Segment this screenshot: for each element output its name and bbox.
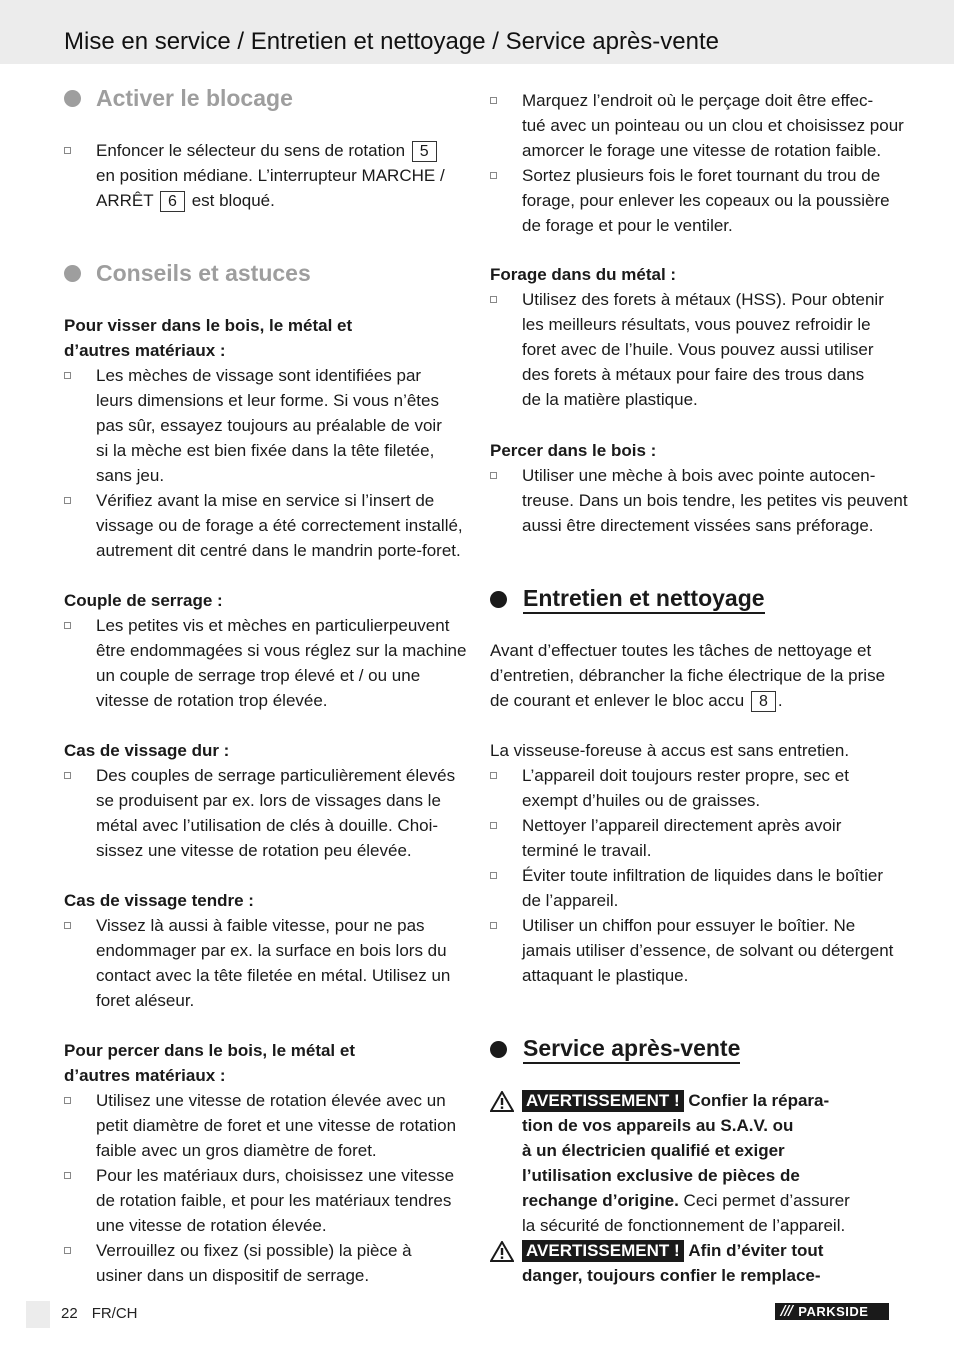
item-text: Enfoncer le sélecteur du sens de rotation	[96, 141, 406, 160]
checkbox-bullet-icon	[490, 172, 497, 179]
subheading-bois: Percer dans le bois :	[490, 441, 657, 460]
subheading-tendre: Cas de vissage tendre :	[64, 891, 254, 910]
paragraph-line: Avant d’effectuer toutes les tâches de nettoyage et	[490, 641, 872, 660]
item-line: les meilleurs résultats, vous pouvez refroidir le	[522, 315, 871, 334]
item-line: petit diamètre de foret et une vitesse de rotation	[96, 1116, 457, 1135]
item-line: endommager par ex. la surface en bois lors du	[96, 941, 447, 960]
heading-conseils-astuces	[64, 260, 311, 287]
checkbox-bullet-icon	[64, 1172, 71, 1179]
item-line: Nettoyer l’appareil directement après avoir	[522, 816, 842, 835]
checkbox-bullet-icon	[490, 472, 497, 479]
item-line: Utilisez des forets à métaux (HSS). Pour obtenir	[522, 290, 884, 309]
warning-text: Confier la répara-	[688, 1091, 830, 1110]
item-line: de l’appareil.	[522, 891, 619, 910]
item-line: treuse. Dans un bois tendre, les petites vis peuvent	[522, 491, 908, 510]
item-line: usiner dans un dispositif de serrage.	[96, 1266, 370, 1285]
item-line: Vérifiez avant la mise en service si l’insert de	[96, 491, 435, 510]
heading-entretien-nettoyage	[490, 585, 765, 614]
item-line: vitesse de rotation trop élevée.	[96, 691, 328, 710]
item-line: foret aléseur.	[96, 991, 195, 1010]
subheading-couple: Couple de serrage :	[64, 591, 223, 610]
heading-text: Conseils et astuces	[96, 260, 311, 286]
item-line: Des couples de serrage particulièrement élevés	[96, 766, 456, 785]
item-line: terminé le travail.	[522, 841, 652, 860]
item-line: Verrouillez ou fixez (si possible) la pièce à	[96, 1241, 412, 1260]
item-line: une vitesse de rotation élevée.	[96, 1216, 327, 1235]
item-line: des forets à métaux pour faire des trous dans	[522, 365, 865, 384]
parkside-logo	[775, 1303, 889, 1320]
checkbox-bullet-icon	[64, 922, 71, 929]
checkbox-bullet-icon	[64, 1097, 71, 1104]
item-line: autrement dit centré dans le mandrin porte-foret.	[96, 541, 461, 560]
footer-page-info	[61, 1305, 152, 1322]
warning-text: la sécurité de fonctionnement de l’appareil.	[522, 1216, 846, 1235]
subheading-metal: Forage dans du métal :	[490, 265, 677, 284]
item-line: vissage ou de forage a été correctement installé,	[96, 516, 463, 535]
subheading-line: d’autres matériaux :	[64, 1066, 226, 1085]
subheading-percer	[64, 1038, 464, 1088]
heading-text: Activer le blocage	[96, 85, 293, 111]
item-line: si la mèche est bien fixée dans la tête filetée,	[96, 441, 435, 460]
paragraph-sans-entretien: La visseuse-foreuse à accus est sans entretien.	[490, 741, 850, 760]
item-line: Utiliser une mèche à bois avec pointe autocen-	[522, 466, 876, 485]
item-line: se produisent par ex. lors de vissages dans le	[96, 791, 441, 810]
subheading-line: d’autres matériaux :	[64, 341, 226, 360]
item-line: amorcer le forage une vitesse de rotation faible.	[522, 141, 882, 160]
checkbox-bullet-icon	[490, 296, 497, 303]
checkbox-bullet-icon	[64, 497, 71, 504]
checkbox-bullet-icon	[64, 372, 71, 379]
item-line: sans jeu.	[96, 466, 165, 485]
item-line: sissez une vitesse de rotation peu élevée.	[96, 841, 412, 860]
item-line: de forage et pour le ventiler.	[522, 216, 733, 235]
subheading-dur: Cas de vissage dur :	[64, 741, 230, 760]
paragraph-line: d’entretien, débrancher la fiche électrique de la prise	[490, 666, 886, 685]
part-number-8: 8	[751, 691, 776, 712]
page-title: Mise en service / Entretien et nettoyage / Service après-vente	[64, 28, 719, 55]
checkbox-bullet-icon	[490, 772, 497, 779]
item-line: métal avec l’utilisation de clés à douille. Choi-	[96, 816, 439, 835]
checkbox-bullet-icon	[64, 772, 71, 779]
brand-name: PARKSIDE	[798, 1304, 869, 1319]
item-line: Utiliser un chiffon pour essuyer le boîtier. Ne	[522, 916, 856, 935]
item-line: attaquant le plastique.	[522, 966, 689, 985]
checkbox-bullet-icon	[490, 872, 497, 879]
item-text: est bloqué.	[191, 191, 275, 210]
warning-triangle-icon	[490, 1091, 514, 1112]
item-line: leurs dimensions et leur forme. Si vous n’êtes	[96, 391, 439, 410]
item-line: jamais utiliser d’essence, de solvant ou détergent	[522, 941, 894, 960]
part-number-5: 5	[412, 141, 437, 162]
item-line: Éviter toute infiltration de liquides dans le boîtier	[522, 866, 883, 885]
warning-text: Afin d’éviter tout	[688, 1241, 824, 1260]
item-line: forage, pour enlever les copeaux ou la poussière	[522, 191, 890, 210]
heading-service-apres-vente	[490, 1035, 740, 1064]
bullet-icon	[64, 90, 81, 107]
item-line: de la matière plastique.	[522, 390, 698, 409]
item-line: Utilisez une vitesse de rotation élevée avec un	[96, 1091, 446, 1110]
item-line: un couple de serrage trop élevé et / ou une	[96, 666, 421, 685]
item-line: Sortez plusieurs fois le foret tournant du trou de	[522, 166, 881, 185]
footer-page-marker	[26, 1301, 50, 1328]
item-line: exempt d’huiles ou de graisses.	[522, 791, 761, 810]
item-line: faible avec un gros diamètre de foret.	[96, 1141, 377, 1160]
warning-text: Ceci permet d’assurer	[683, 1191, 850, 1210]
heading-activer-blocage	[64, 85, 293, 112]
warning-triangle-icon	[490, 1241, 514, 1262]
page-number: 22	[61, 1305, 78, 1322]
warning-text: danger, toujours confier le remplace-	[522, 1266, 821, 1285]
item-line: Vissez là aussi à faible vitesse, pour ne pas	[96, 916, 425, 935]
item-line: tué avec un pointeau ou un clou et choisissez pour	[522, 116, 904, 135]
item-text: en position médiane. L’interrupteur MARCHE /	[96, 166, 445, 185]
checkbox-bullet-icon	[64, 1247, 71, 1254]
checkbox-bullet-icon	[490, 922, 497, 929]
item-line: contact avec la tête filetée en métal. Utilisez un	[96, 966, 451, 985]
warning-text: rechange d’origine.	[522, 1191, 679, 1210]
heading-text: Service après-vente	[523, 1035, 740, 1064]
checkbox-bullet-icon	[490, 822, 497, 829]
subheading-visser	[64, 313, 464, 363]
item-line: de rotation faible, et pour les matériaux tendres	[96, 1191, 452, 1210]
bullet-icon	[64, 265, 81, 282]
warning-text: l’utilisation exclusive de pièces de	[522, 1166, 800, 1185]
part-number-6: 6	[160, 191, 185, 212]
checkbox-bullet-icon	[64, 147, 71, 154]
warning-label: AVERTISSEMENT !	[522, 1090, 684, 1112]
heading-text: Entretien et nettoyage	[523, 585, 765, 614]
item-line: Les petites vis et mèches en particulierpeuvent	[96, 616, 450, 635]
checkbox-bullet-icon	[64, 622, 71, 629]
item-line: L’appareil doit toujours rester propre, sec et	[522, 766, 849, 785]
paragraph-punct: .	[777, 691, 783, 710]
item-line: foret avec de l’huile. Vous pouvez aussi utiliser	[522, 340, 874, 359]
subheading-line: Pour visser dans le bois, le métal et	[64, 316, 353, 335]
bullet-icon	[490, 1041, 507, 1058]
item-text: ARRÊT	[96, 191, 154, 210]
logo-stripes-icon: ///	[781, 1304, 793, 1319]
item-line: Marquez l’endroit où le perçage doit être effec-	[522, 91, 874, 110]
warning-text: tion de vos appareils au S.A.V. ou	[522, 1116, 794, 1135]
paragraph-line: de courant et enlever le bloc accu	[490, 691, 745, 710]
checkbox-bullet-icon	[490, 97, 497, 104]
item-line: Pour les matériaux durs, choisissez une vitesse	[96, 1166, 455, 1185]
item-line: Les mèches de vissage sont identifiées par	[96, 366, 422, 385]
subheading-line: Pour percer dans le bois, le métal et	[64, 1041, 355, 1060]
warning-text: à un électricien qualifié et exiger	[522, 1141, 785, 1160]
warning-label: AVERTISSEMENT !	[522, 1240, 684, 1262]
item-line: pas sûr, essayez toujours au préalable de voir	[96, 416, 442, 435]
bullet-icon	[490, 591, 507, 608]
item-line: être endommagées si vous réglez sur la machine	[96, 641, 467, 660]
paragraph-entretien	[490, 638, 892, 713]
item-line: aussi être directement vissées sans préforage.	[522, 516, 874, 535]
language-code: FR/CH	[91, 1305, 138, 1322]
